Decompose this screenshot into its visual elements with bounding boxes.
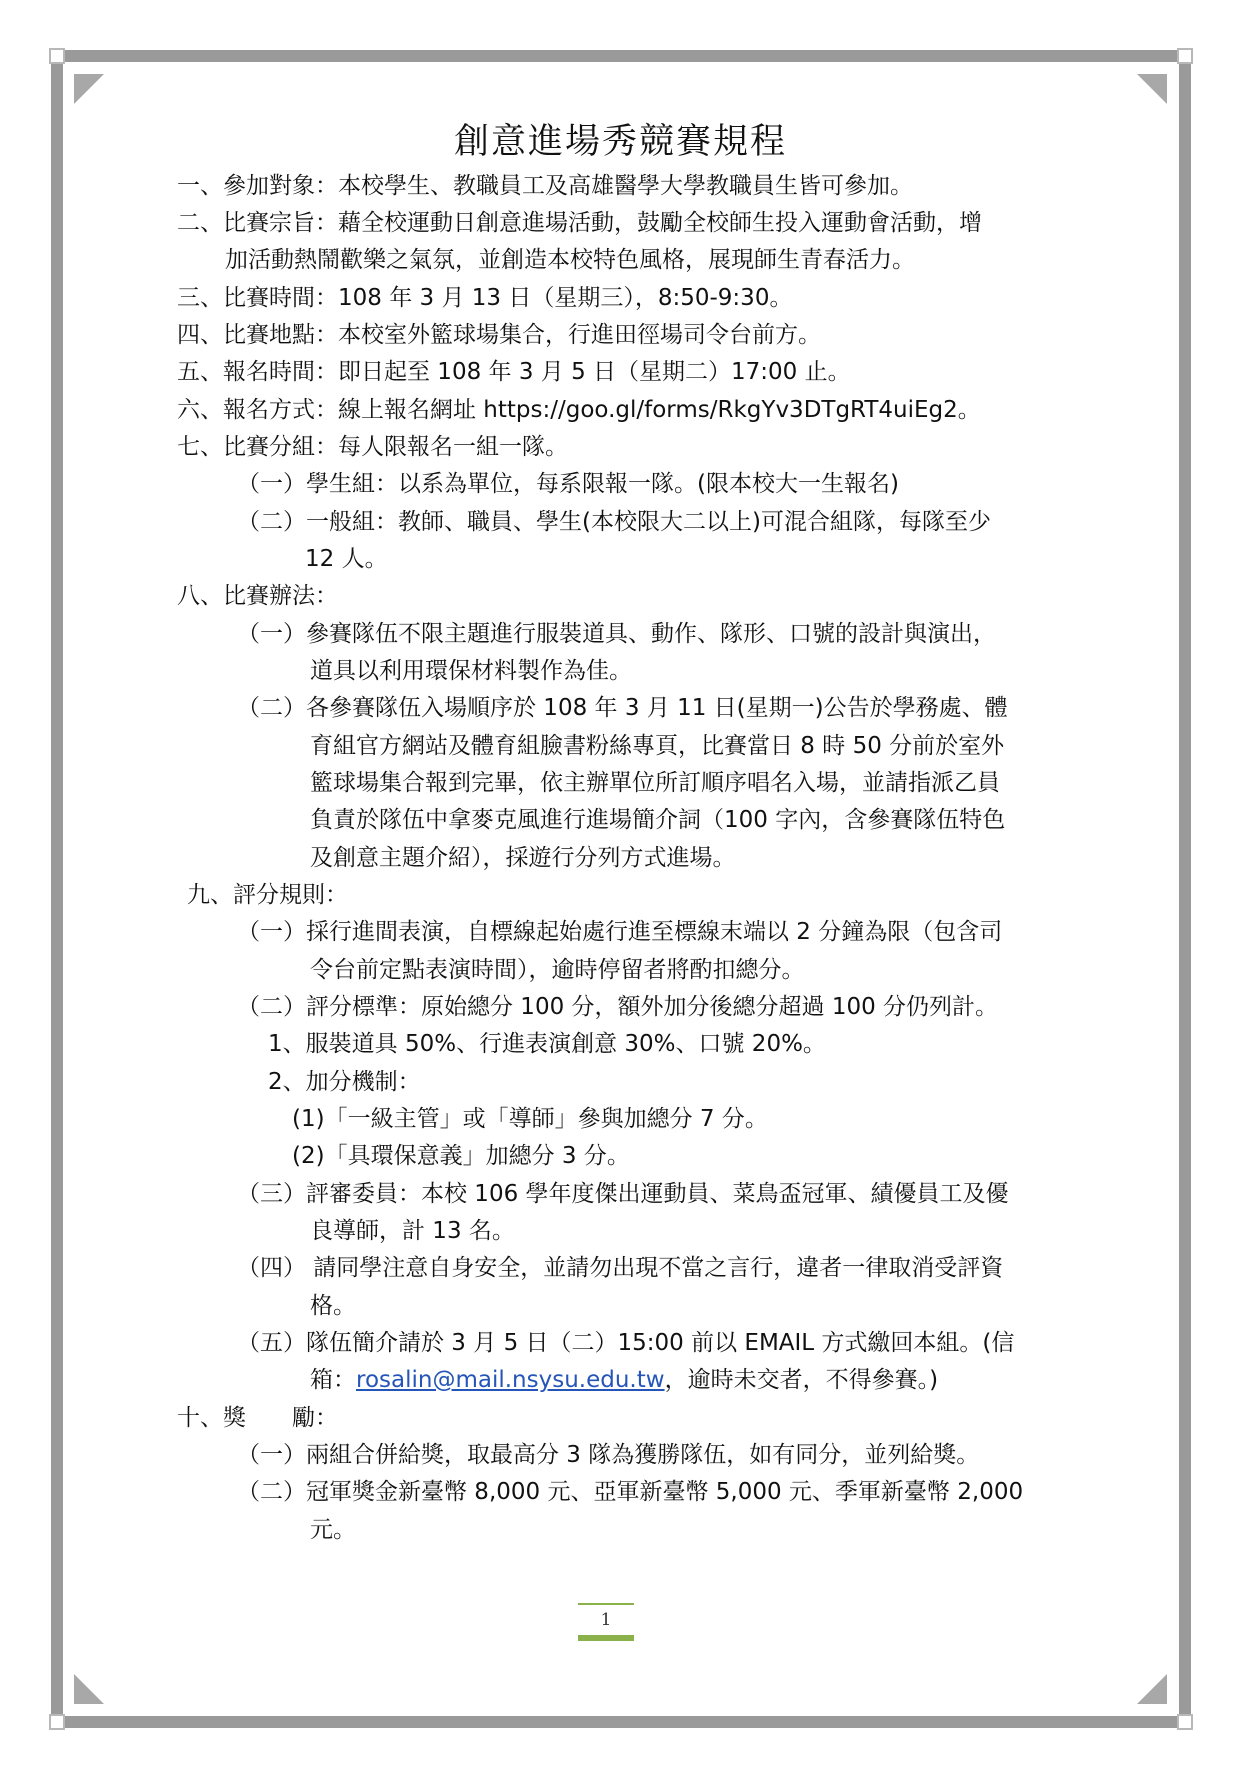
scoring-3: （三）評審委員：本校 106 學年度傑出運動員、菜鳥盃冠軍、績優員工及優 [237, 1181, 1009, 1207]
award-1: （一）兩組合併給獎，取最高分 3 隊為獲勝隊伍，如有同分，並列給獎。 [237, 1442, 980, 1468]
scoring-2: （二）評分標準：原始總分 100 分，額外加分後總分超過 100 分仍列計。 [237, 994, 999, 1020]
email-label: 箱： [310, 1367, 356, 1393]
frame-bottom-border [51, 1716, 1191, 1728]
scoring-4-cont: 格。 [310, 1293, 356, 1319]
frame-corner-bottom-right [1177, 1714, 1193, 1730]
rule-1-cont: 道具以利用環保材料製作為佳。 [310, 658, 632, 684]
section-participants: 一、參加對象：本校學生、教職員工及高雄醫學大學教職員生皆可參加。 [177, 173, 913, 199]
section-groups: 七、比賽分組：每人限報名一組一隊。 [177, 434, 568, 460]
rule-2-cont-2: 籃球場集合報到完畢，依主辦單位所訂順序唱名入場，並請指派乙員 [310, 770, 1000, 796]
section-registration-time: 五、報名時間：即日起至 108 年 3 月 5 日（星期二）17:00 止。 [177, 359, 851, 385]
frame-corner-bottom-left [49, 1714, 65, 1730]
scoring-1: （一）採行進間表演，自標線起始處行進至標線末端以 2 分鐘為限（包含司 [237, 919, 1003, 945]
frame-corner-top-left [49, 48, 65, 64]
rule-2-cont-4: 及創意主題介紹），採遊行分列方式進場。 [310, 845, 736, 871]
scoring-5: （五）隊伍簡介請於 3 月 5 日（二）15:00 前以 EMAIL 方式繳回本組。(信 [237, 1330, 1015, 1356]
award-2-cont: 元。 [310, 1517, 356, 1543]
group-student: （一）學生組：以系為單位，每系限報一隊。(限本校大一生報名) [237, 471, 899, 497]
corner-triangle-bottom-right [1137, 1674, 1167, 1704]
corner-triangle-bottom-left [74, 1674, 104, 1704]
scoring-2-item-2: 2、加分機制： [268, 1069, 421, 1095]
section-location: 四、比賽地點：本校室外籃球場集合，行進田徑場司令台前方。 [177, 322, 821, 348]
section-time: 三、比賽時間：108 年 3 月 13 日（星期三），8:50-9:30。 [177, 285, 793, 311]
section-purpose-cont: 加活動熱鬧歡樂之氣氛，並創造本校特色風格，展現師生青春活力。 [225, 247, 915, 273]
group-general: （二）一般組：教師、職員、學生(本校限大二以上)可混合組隊，每隊至少 [237, 509, 991, 535]
section-registration-method: 六、報名方式：線上報名網址 https://goo.gl/forms/RkgYv3DTgRT4uiEg2。 [177, 397, 981, 423]
frame-top-border [51, 50, 1191, 62]
section-scoring: 九、評分規則： [187, 882, 348, 908]
rule-2: （二）各參賽隊伍入場順序於 108 年 3 月 11 日(星期一)公告於學務處、體 [237, 695, 1008, 721]
bonus-1: (1)「一級主管」或「導師」參與加總分 7 分。 [292, 1106, 768, 1132]
page-number-block [578, 1603, 634, 1641]
section-purpose: 二、比賽宗旨：藉全校運動日創意進場活動，鼓勵全校師生投入運動會活動，增 [177, 210, 982, 236]
frame-left-border [51, 50, 63, 1728]
rule-1: （一）參賽隊伍不限主題進行服裝道具、動作、隊形、口號的設計與演出， [237, 621, 996, 647]
scoring-5-cont [310, 1362, 938, 1399]
scoring-2-item-1: 1、服裝道具 50%、行進表演創意 30%、口號 20%。 [268, 1031, 826, 1057]
scoring-3-cont: 良導師，計 13 名。 [310, 1218, 515, 1244]
corner-triangle-top-right [1137, 74, 1167, 104]
bonus-2: (2)「具環保意義」加總分 3 分。 [292, 1143, 630, 1169]
frame-corner-top-right [1177, 48, 1193, 64]
email-link[interactable]: rosalin@mail.nsysu.edu.tw [356, 1367, 665, 1393]
section-rules: 八、比賽辦法： [177, 583, 338, 609]
frame-right-border [1179, 50, 1191, 1728]
page-number-bottom-rule [578, 1635, 634, 1641]
corner-triangle-top-left [74, 74, 104, 104]
page-number: 1 [600, 1610, 612, 1630]
document-title: 創意進場秀競賽規程 [453, 122, 787, 162]
award-2: （二）冠軍獎金新臺幣 8,000 元、亞軍新臺幣 5,000 元、季軍新臺幣 2,000 [237, 1479, 1024, 1505]
rule-2-cont-3: 負責於隊伍中拿麥克風進行進場簡介詞（100 字內，含參賽隊伍特色 [310, 807, 1006, 833]
scoring-4: （四） 請同學注意自身安全，並請勿出現不當之言行，違者一律取消受評資 [237, 1255, 1004, 1281]
section-awards: 十、獎 勵： [177, 1405, 338, 1431]
scoring-1-cont: 令台前定點表演時間），逾時停留者將酌扣總分。 [310, 957, 805, 983]
email-note: ，逾時未交者，不得參賽。) [664, 1367, 939, 1393]
group-general-cont: 12 人。 [305, 546, 388, 572]
rule-2-cont-1: 育組官方網站及體育組臉書粉絲專頁，比賽當日 8 時 50 分前於室外 [310, 733, 1005, 759]
